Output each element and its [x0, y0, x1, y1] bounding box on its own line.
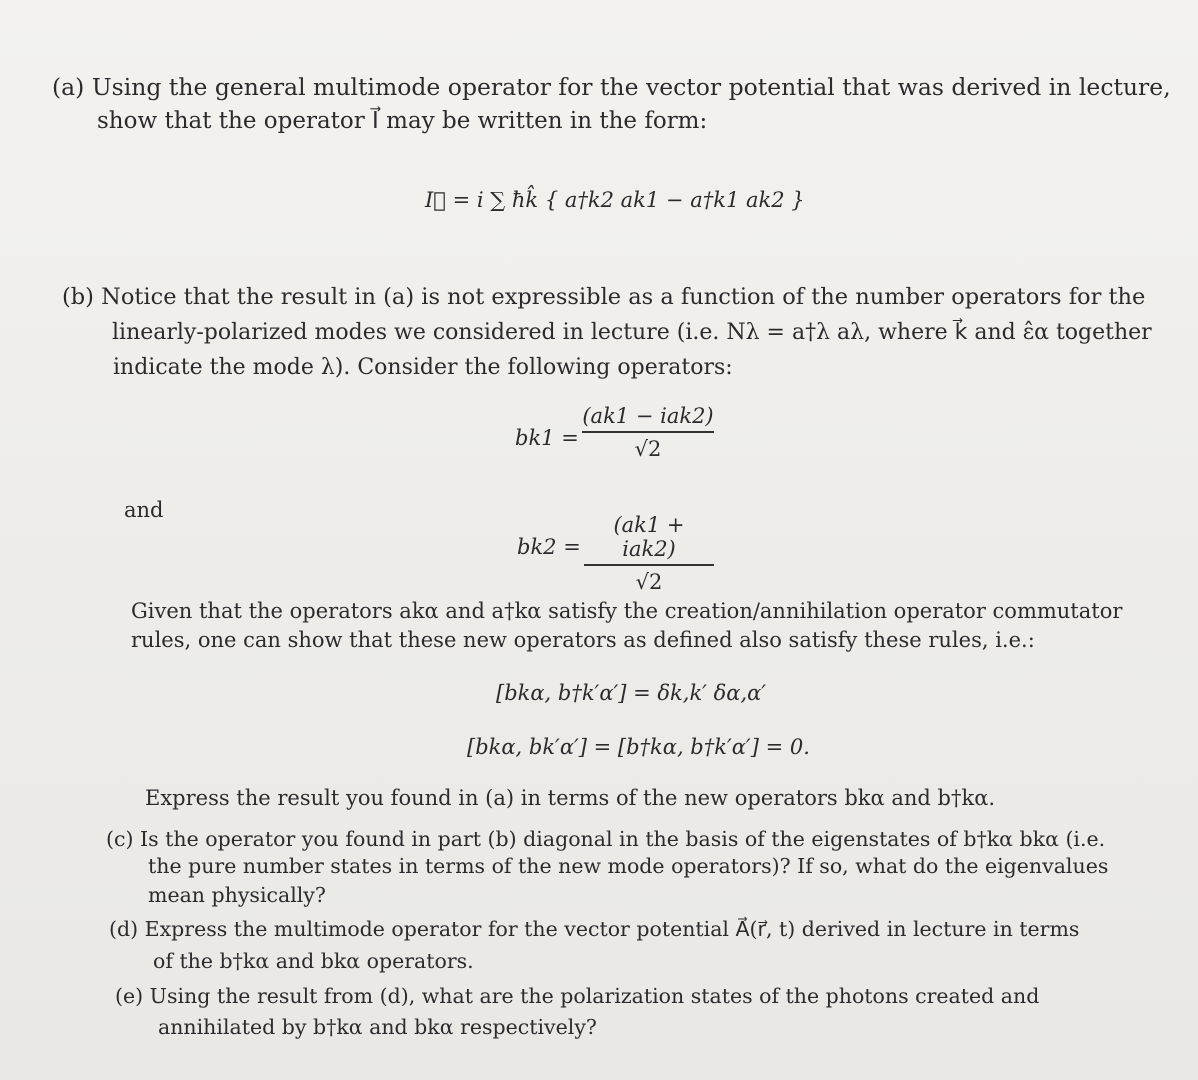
part-e-text1: Using the result from (d), what are the polarization states of the photons created and — [149, 984, 1040, 1008]
part-a-line2: show that the operator I⃗ may be written in the form: — [97, 108, 708, 134]
express-line: Express the result you found in (a) in terms of the new operators bkα and b†kα. — [145, 786, 996, 810]
part-d-line2: of the b†kα and bkα operators. — [153, 949, 474, 973]
eq2-denominator: √2 — [635, 569, 663, 594]
part-d-line1 — [109, 914, 1079, 944]
part-e-line1 — [115, 981, 1039, 1011]
part-b-line3: indicate the mode λ). Consider the following operators: — [113, 355, 733, 380]
eq1-numerator: (ak1 − iak2) — [582, 404, 714, 428]
part-a-line1 — [52, 72, 1171, 102]
eq1-denominator: √2 — [634, 436, 662, 461]
part-e-label: (e) — [115, 984, 144, 1008]
part-d-label: (d) — [109, 917, 139, 941]
eq2-numerator: (ak1 + iak2) — [613, 513, 685, 561]
eq1-fraction — [582, 404, 714, 461]
and-label: and — [124, 498, 164, 522]
commutator-2: [bkα, bk′α′] = [b†kα, b†k′α′] = 0. — [467, 735, 810, 759]
eq1-lhs: bk1 = — [515, 426, 579, 450]
eq2-fraction — [584, 513, 714, 594]
part-c-line2: the pure number states in terms of the new mode operators)? If so, what do the eigenvalues — [148, 854, 1109, 878]
part-b-label: (b) — [62, 284, 94, 310]
part-a-text1: Using the general multimode operator for the vector potential that was derived in lecture, — [91, 73, 1171, 101]
part-e-line2: annihilated by b†kα and bkα respectively? — [158, 1015, 597, 1039]
eq2-lhs: bk2 = — [517, 535, 581, 559]
equation-a: I⃗ = i ∑ ħk̂ { a†k2 ak1 − a†k1 ak2 } — [425, 188, 805, 212]
commutator-1: [bkα, b†k′α′] = δk,k′ δα,α′ — [496, 681, 767, 705]
part-c-line3: mean physically? — [148, 883, 326, 907]
given-line1: Given that the operators akα and a†kα satisfy the creation/annihilation operator commutator — [131, 599, 1123, 623]
given-line2: rules, one can show that these new operators as defined also satisfy these rules, i.e.: — [131, 628, 1035, 652]
part-b-line1 — [62, 282, 1145, 312]
part-c-text1: Is the operator you found in part (b) diagonal in the basis of the eigenstates of b†kα bkα (i.e. — [140, 827, 1106, 851]
part-c-label: (c) — [106, 827, 134, 851]
part-d-text1: Express the multimode operator for the vector potential A⃗(r⃗, t) derived in lecture in terms — [144, 917, 1080, 941]
part-a-label: (a) — [52, 73, 85, 101]
eq2-bar — [584, 564, 714, 566]
part-b-text1: Notice that the result in (a) is not expressible as a function of the number operators for the — [101, 284, 1146, 310]
eq1-bar — [582, 431, 714, 433]
part-b-line2: linearly-polarized modes we considered in lecture (i.e. Nλ = a†λ aλ, where k⃗ and ε̂α together — [112, 320, 1152, 345]
part-c-line1 — [106, 824, 1105, 854]
